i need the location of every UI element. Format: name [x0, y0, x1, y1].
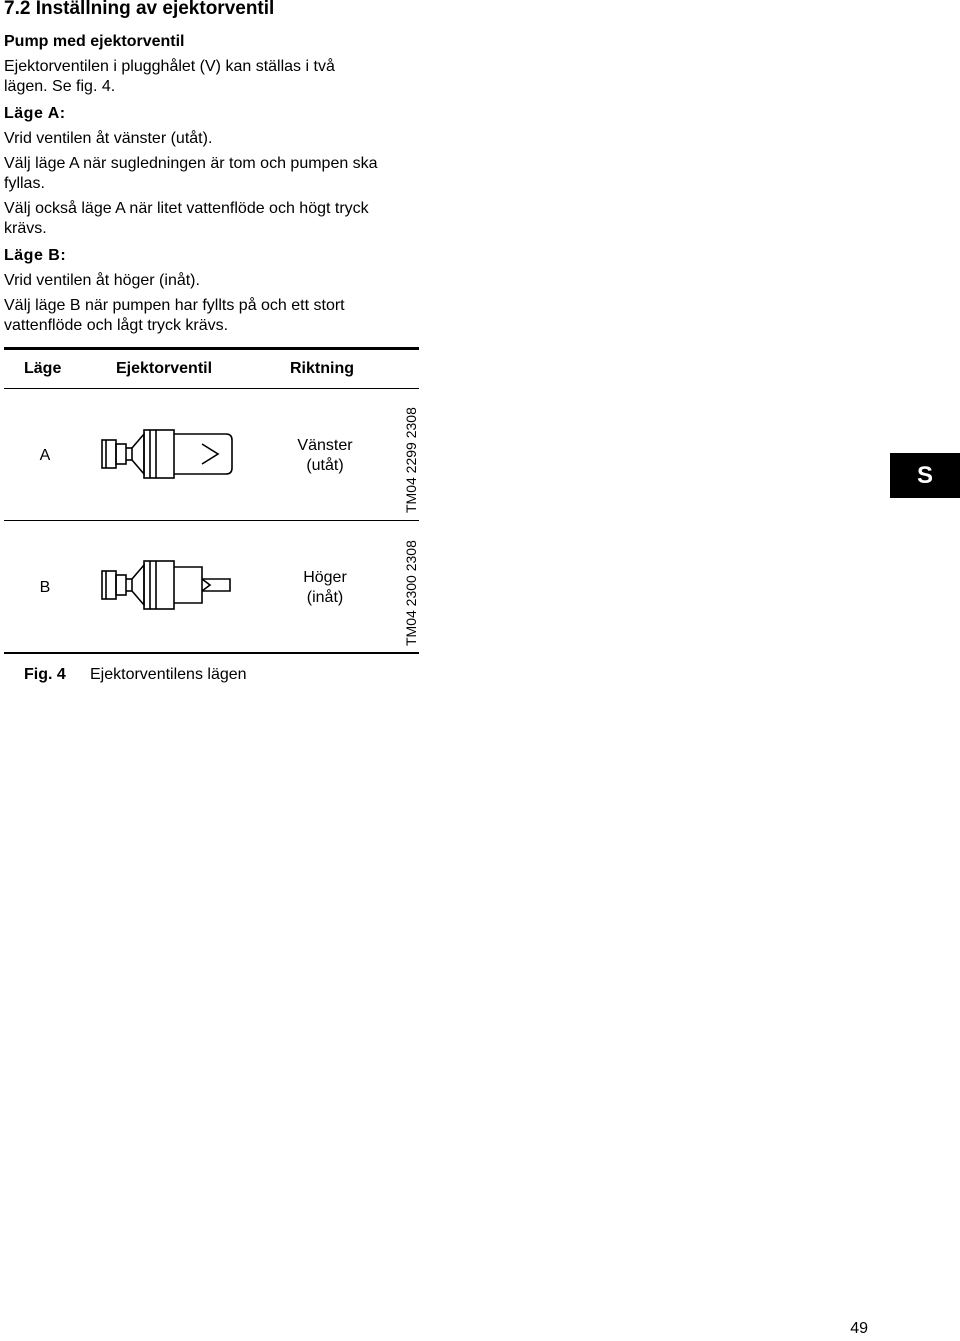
position-b-line1: Vrid ventilen åt höger (inåt). [4, 272, 200, 289]
row-b-drawing-ref: TM04 2300 2308 [403, 540, 419, 646]
figure-caption: Ejektorventilens lägen [90, 666, 247, 683]
position-a-line1: Vrid ventilen åt vänster (utåt). [4, 130, 213, 147]
position-a-label: Läge A: [4, 105, 66, 122]
table-bottom-rule [4, 652, 419, 654]
row-b-direction-line2: (inåt) [306, 589, 344, 606]
position-a-para3-line1: Välj också läge A när litet vattenflöde och högt tryck [4, 200, 369, 217]
position-a-para2-line1: Välj läge A när sugledningen är tom och pumpen ska [4, 155, 378, 172]
page-number: 49 [850, 1320, 868, 1337]
language-tab: S [890, 453, 960, 498]
row-a-direction-line2: (utåt) [306, 457, 344, 474]
position-b-label: Läge B: [4, 247, 67, 264]
subheading: Pump med ejektorventil [4, 33, 185, 50]
table-header-position: Läge [24, 360, 62, 377]
row-b-position: B [39, 579, 51, 596]
table-header-rule [4, 388, 419, 389]
table-header-direction: Riktning [290, 360, 354, 377]
table-top-rule [4, 347, 419, 350]
row-a-direction-line1: Vänster [297, 437, 353, 454]
position-b-para2-line1: Välj läge B när pumpen har fyllts på och ett stort [4, 297, 345, 314]
position-a-para2-line2: fyllas. [4, 175, 45, 192]
position-a-para3-line2: krävs. [4, 220, 47, 237]
row-b-direction-line1: Höger [303, 569, 347, 586]
intro-line-1: Ejektorventilen i plugghålet (V) kan ställas i två [4, 58, 335, 75]
ejector-valve-out-icon [98, 422, 238, 484]
position-b-para2-line2: vattenflöde och lågt tryck krävs. [4, 317, 229, 334]
ejector-valve-in-icon [98, 553, 238, 615]
section-heading: 7.2 Inställning av ejektorventil [4, 0, 275, 19]
table-row-divider [4, 520, 419, 521]
row-a-position: A [39, 447, 51, 464]
table-header-valve: Ejektorventil [116, 360, 213, 377]
intro-line-2: lägen. Se fig. 4. [4, 78, 116, 95]
figure-number: Fig. 4 [24, 666, 66, 683]
row-a-drawing-ref: TM04 2299 2308 [403, 407, 419, 513]
